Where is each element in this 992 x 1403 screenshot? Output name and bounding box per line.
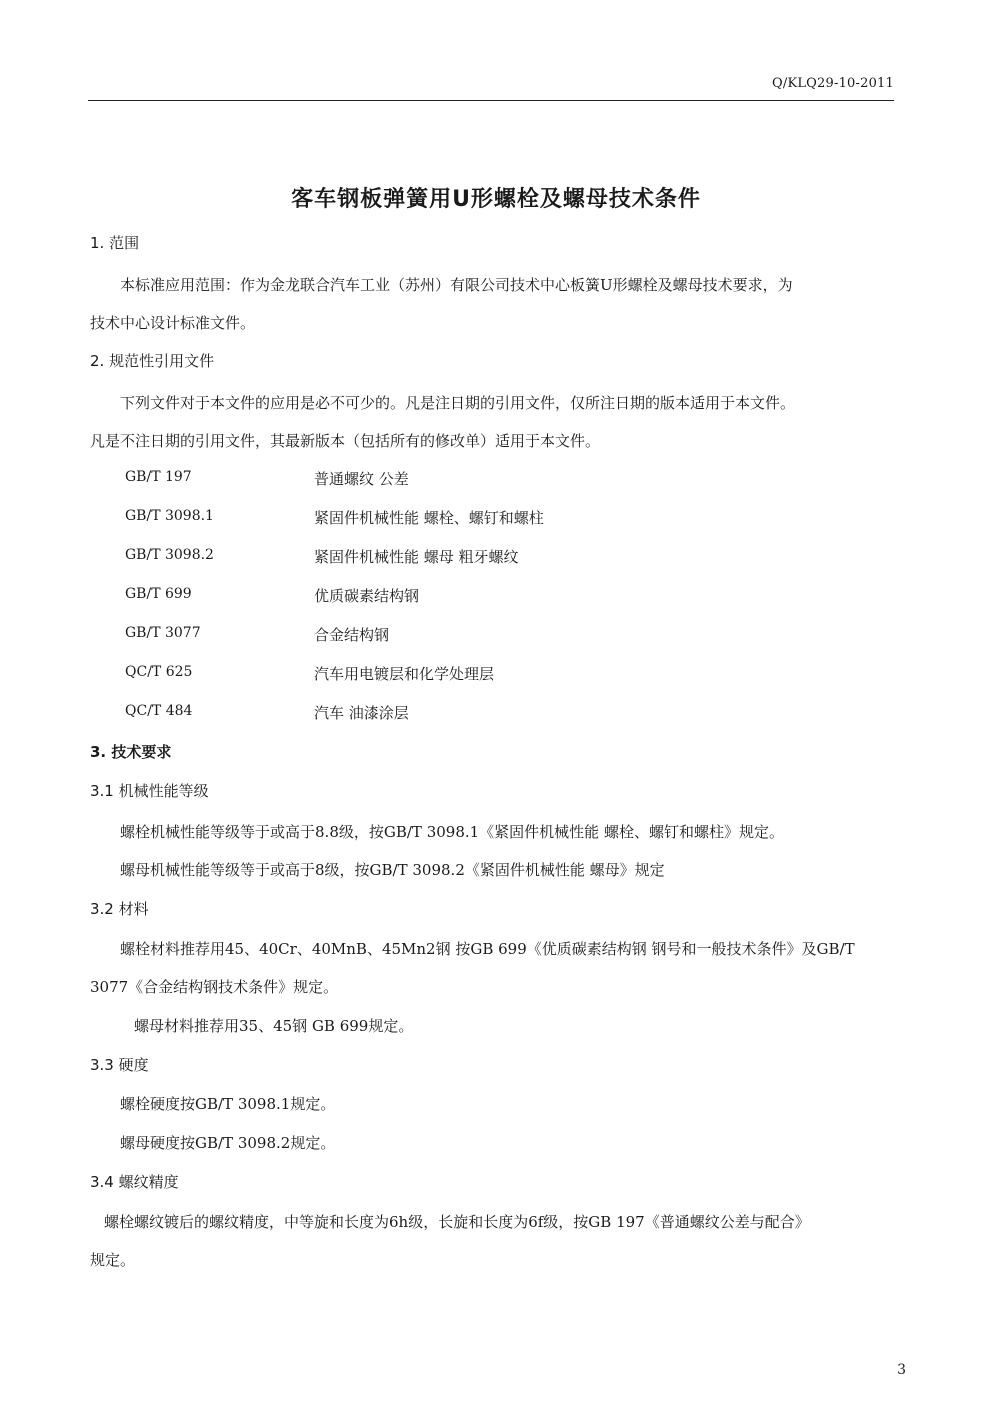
document-title: 客车钢板弹簧用U形螺栓及螺母技术条件 <box>291 187 701 212</box>
section-3-2-heading: 3.2 材料 <box>90 900 149 918</box>
section-3-4-paragraph-1-cont: 规定。 <box>90 1251 136 1269</box>
section-1-paragraph-cont: 技术中心设计标准文件。 <box>90 314 256 332</box>
ref-code: QC/T 484 <box>125 703 193 719</box>
section-3-2-paragraph-1-cont: 3077《合金结构钢技术条件》规定。 <box>90 978 339 996</box>
ref-name: 汽车 油漆涂层 <box>314 704 409 722</box>
ref-name: 合金结构钢 <box>314 626 390 644</box>
ref-name: 紧固件机械性能 螺栓、螺钉和螺柱 <box>314 509 544 527</box>
ref-name: 汽车用电镀层和化学处理层 <box>314 665 495 683</box>
document-code: Q/KLQ29-10-2011 <box>772 76 894 91</box>
section-3-3-paragraph-1: 螺栓硬度按GB/T 3098.1规定。 <box>120 1095 336 1113</box>
section-3-4-paragraph-1: 螺栓螺纹镀后的螺纹精度，中等旋和长度为6h级，长旋和长度为6f级，按GB 197《普通螺纹公差与配合》 <box>104 1213 810 1231</box>
page-number: 3 <box>897 1362 906 1378</box>
section-1-heading: 1. 范围 <box>90 234 140 252</box>
section-3-4-heading: 3.4 螺纹精度 <box>90 1173 179 1191</box>
section-3-2-paragraph-1: 螺栓材料推荐用45、40Cr、40MnB、45Mn2钢 按GB 699《优质碳素结构钢 钢号和一般技术条件》及GB/T <box>120 940 855 958</box>
ref-name: 普通螺纹 公差 <box>314 470 409 488</box>
section-3-heading: 3. 技术要求 <box>90 743 172 761</box>
ref-code: GB/T 3098.2 <box>125 547 214 563</box>
ref-code: GB/T 3077 <box>125 625 201 641</box>
ref-code: GB/T 3098.1 <box>125 508 214 524</box>
header-rule <box>88 100 894 101</box>
section-2-paragraph: 下列文件对于本文件的应用是必不可少的。凡是注日期的引用文件，仅所注日期的版本适用于本文件。 <box>120 394 796 412</box>
section-2-heading: 2. 规范性引用文件 <box>90 352 215 370</box>
section-3-3-paragraph-2: 螺母硬度按GB/T 3098.2规定。 <box>120 1134 336 1152</box>
section-3-3-heading: 3.3 硬度 <box>90 1056 149 1074</box>
ref-name: 优质碳素结构钢 <box>314 587 420 605</box>
section-3-2-paragraph-2: 螺母材料推荐用35、45钢 GB 699规定。 <box>134 1017 414 1035</box>
section-3-1-heading: 3.1 机械性能等级 <box>90 782 209 800</box>
section-3-1-paragraph-2: 螺母机械性能等级等于或高于8级，按GB/T 3098.2《紧固件机械性能 螺母》规定 <box>120 861 665 879</box>
ref-code: GB/T 699 <box>125 586 192 602</box>
section-1-paragraph: 本标准应用范围：作为金龙联合汽车工业（苏州）有限公司技术中心板簧U形螺栓及螺母技术要求，为 <box>120 276 793 294</box>
ref-name: 紧固件机械性能 螺母 粗牙螺纹 <box>314 548 519 566</box>
ref-code: QC/T 625 <box>125 664 193 680</box>
section-3-1-paragraph-1: 螺栓机械性能等级等于或高于8.8级，按GB/T 3098.1《紧固件机械性能 螺栓、螺钉和螺柱》规定。 <box>120 823 784 841</box>
section-2-paragraph-cont: 凡是不注日期的引用文件，其最新版本（包括所有的修改单）适用于本文件。 <box>90 432 601 450</box>
ref-code: GB/T 197 <box>125 469 192 485</box>
